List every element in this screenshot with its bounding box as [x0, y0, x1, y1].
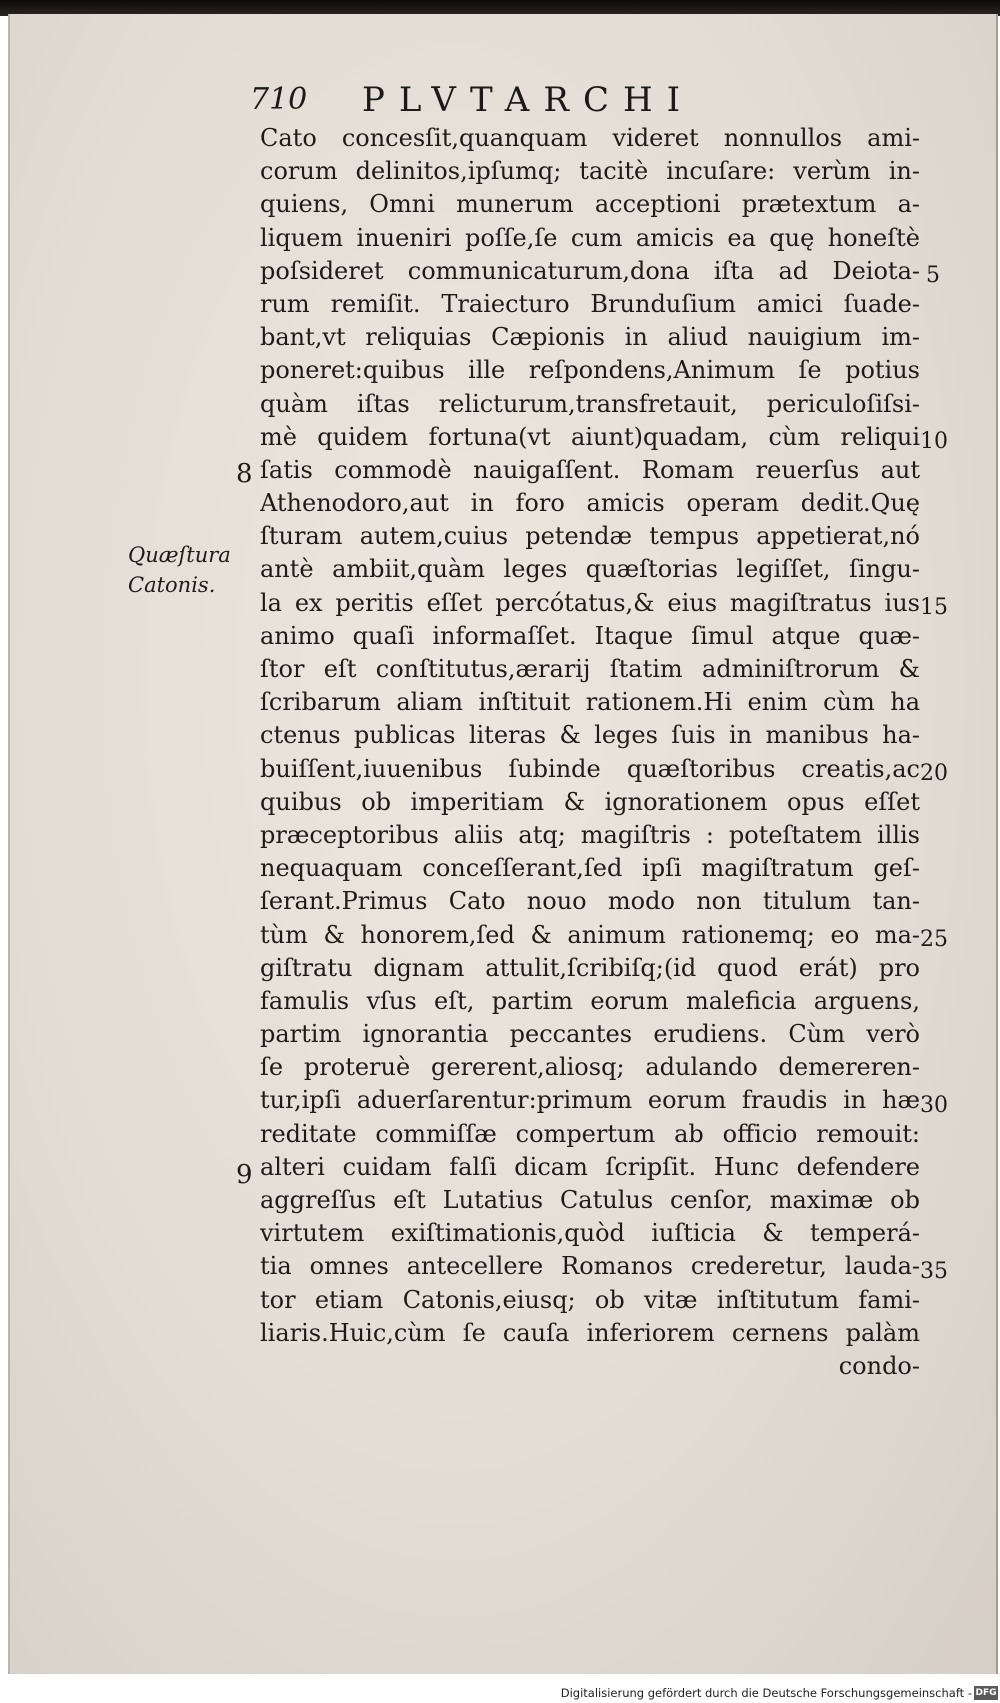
- page-number: 710: [250, 82, 308, 117]
- text-line: partim ignorantia peccantes erudiens. Cùm verò: [260, 1020, 920, 1049]
- digitization-credit: Digitalisierung gefördert durch die Deutsche Forschungsgemeinschaft -: [560, 1686, 972, 1700]
- text-line: tia omnes antecellere Romanos crederetur, lauda-: [260, 1252, 920, 1281]
- text-line: liquem inueniri poſſe,ſe cum amicis ea quę honeſtè: [260, 223, 920, 252]
- marginal-note: [128, 540, 238, 600]
- text-line: ſcribarum aliam inſtituit rationem.Hi enim cùm ha: [260, 688, 920, 717]
- text-line: liaris.Huic,cùm ſe cauſa inferiorem cernens palàm: [260, 1318, 920, 1347]
- text-line: la ex peritis eſſet percótatus,& eius magiſtratus ius: [260, 588, 920, 617]
- page-header: [250, 82, 770, 122]
- catchword: condo-: [838, 1351, 920, 1380]
- text-line: ſatis commodè nauigaſſent. Romam reuerſus aut: [260, 455, 920, 484]
- line-number: 30: [920, 1093, 948, 1118]
- text-line: aggreſſus eſt Lutatius Catulus cenſor, maximæ ob: [260, 1186, 920, 1214]
- marginal-note-line: Catonis.: [128, 573, 216, 597]
- text-line: poſsideret communicaturum,dona iſta ad Deiota-: [260, 256, 920, 285]
- text-line: buiſſent,iuuenibus ſubinde quæſtoribus creatis,ac: [260, 754, 920, 783]
- body-text: [260, 122, 920, 1383]
- text-line: ſtor eſt conſtitutus,ærarij ſtatim adminiſtrorum &: [260, 655, 920, 683]
- line-number: 35: [920, 1259, 948, 1284]
- line-number: 20: [920, 761, 948, 786]
- text-line: virtutem exiſtimationis,quòd iuſticia & temperá-: [260, 1219, 920, 1248]
- text-line: Cato concesſit,quanquam videret nonnullos ami-: [260, 124, 920, 152]
- text-line: rum remiſit. Traiecturo Brunduſium amici ſuade-: [260, 289, 920, 318]
- text-line: quiens, Omni munerum acceptioni prætextum a-: [260, 190, 920, 219]
- text-line: quibus ob imperitiam & ignorationem opus eſſet: [260, 787, 920, 816]
- text-line: antè ambiit,quàm leges quæſtorias legiſſet, ſingu-: [260, 555, 920, 584]
- text-line: alteri cuidam falſi dicam ſcripſit. Hunc defendere: [260, 1152, 920, 1181]
- line-number: 15: [920, 595, 948, 620]
- text-line: bant,vt reliquias Cæpionis in aliud nauigium im-: [260, 323, 920, 352]
- section-number: 8: [236, 459, 253, 489]
- text-line: tur,ipſi aduerſarentur:primum eorum fraudis in hæ: [260, 1086, 920, 1115]
- line-number: 5: [926, 263, 940, 288]
- line-number: 25: [920, 927, 948, 952]
- text-line: poneret:quibus ille reſpondens,Animum ſe potius: [260, 356, 920, 385]
- text-line: ſe proteruè gererent,aliosq; adulando demereren-: [260, 1053, 920, 1082]
- text-line: ctenus publicas literas & leges ſuis in manibus ha-: [260, 721, 920, 750]
- marginal-note-line: Quæſtura: [128, 543, 231, 567]
- text-line: tùm & honorem,ſed & animum rationemq; eo ma-: [260, 920, 920, 949]
- text-line: animo quaſi informaſſet. Itaque ſimul atque quæ-: [260, 621, 920, 650]
- text-line: nequaquam conceſſerant,ſed ipſi magiſtratum geſ-: [260, 854, 920, 883]
- text-line: giſtratu dignam attulit,ſcribiſq;(id quod erát) pro: [260, 953, 920, 982]
- section-number: 9: [236, 1160, 253, 1190]
- text-line: Athenodoro,aut in foro amicis operam dedit.Quę: [260, 489, 920, 518]
- text-line: corum delinitos,ipſumq; tacitè incuſare: verùm in-: [260, 157, 920, 186]
- line-number: 10: [920, 429, 948, 454]
- text-line: præceptoribus aliis atq; magiſtris : poteſtatem illis: [260, 820, 920, 849]
- running-title: PLVTARCHI: [362, 80, 695, 120]
- text-line: quàm iſtas relicturum,transfretauit, periculoſiſsi-: [260, 389, 920, 418]
- text-line: reditate commiſſæ compertum ab officio remouit:: [260, 1119, 920, 1148]
- text-line: ſturam autem,cuius petendæ tempus appetierat,nó: [260, 522, 920, 551]
- text-line: ſerant.Primus Cato nouo modo non titulum tan-: [260, 887, 920, 916]
- dfg-logo: DFG: [975, 1688, 997, 1698]
- text-line: mè quidem fortuna(vt aiunt)quadam, cùm reliqui: [260, 422, 920, 451]
- text-line: tor etiam Catonis,eiusq; ob vitæ inſtitutum fami-: [260, 1285, 920, 1314]
- text-line: famulis vſus eſt, partim eorum maleficia arguens,: [260, 986, 920, 1015]
